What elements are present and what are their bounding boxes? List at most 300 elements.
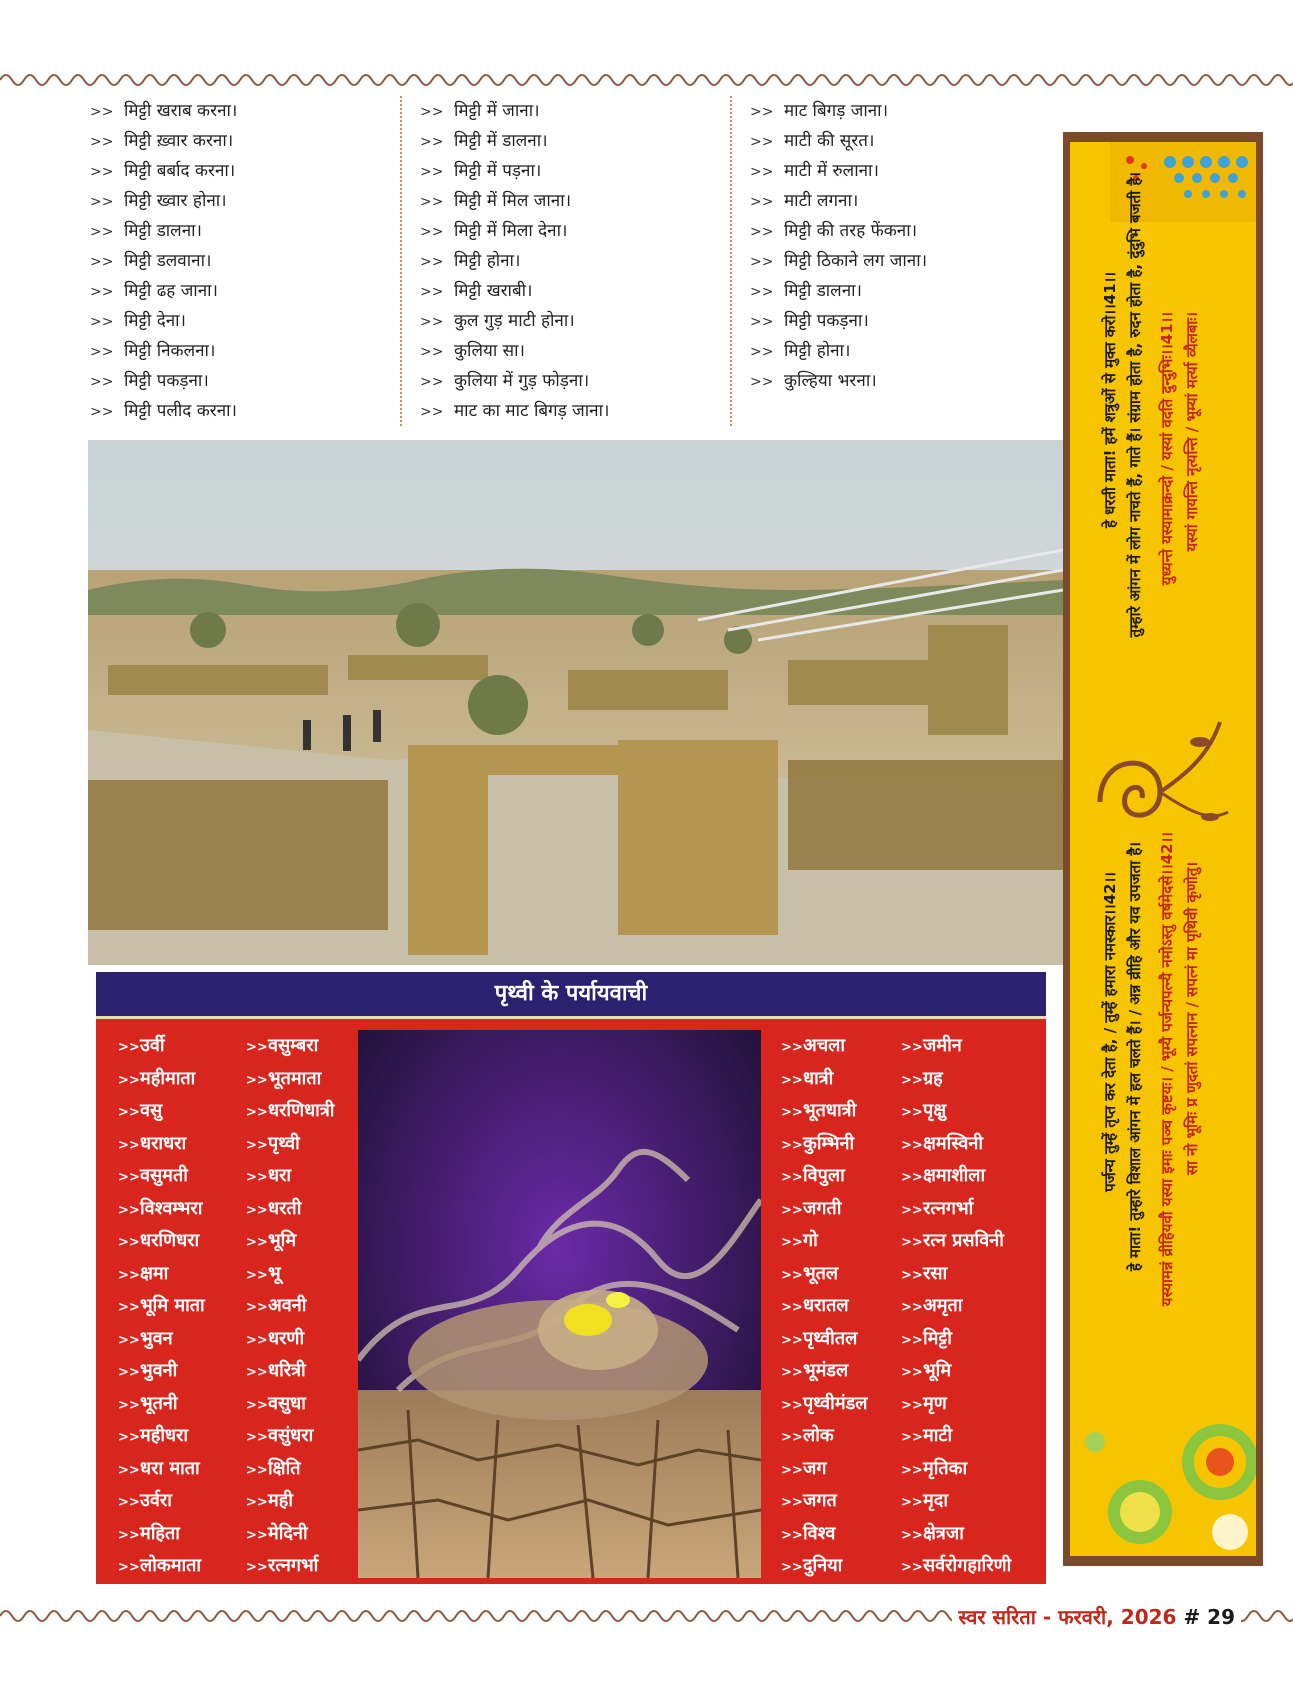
item-text: कुलिया सा। (454, 341, 525, 361)
floral-ornament (1080, 712, 1230, 852)
item-text: मिट्टी में पड़ना। (454, 161, 542, 181)
synonym-item (118, 1225, 205, 1258)
bullet-arrow-icon: >> (901, 1495, 923, 1510)
bullet-arrow-icon: >> (118, 1267, 140, 1283)
item-text: मिट्टी में मिल जाना। (454, 191, 572, 211)
bullet-arrow-icon: >> (750, 314, 774, 330)
bullet-arrow-icon: >> (781, 1267, 803, 1283)
item-text: भुवनी (140, 1360, 178, 1381)
item-text: पृक्षु (923, 1100, 947, 1121)
item-text: धात्री (803, 1067, 834, 1089)
idiom-column-1 (90, 96, 390, 426)
bullet-arrow-icon: >> (901, 1072, 923, 1088)
idiom-item (750, 186, 1050, 216)
item-text: वसुम्बरा (268, 1035, 319, 1056)
item-text: मिट्टी होना। (784, 341, 851, 361)
synonym-item (901, 1420, 1011, 1453)
bullet-arrow-icon: >> (420, 254, 444, 270)
item-text: विपुला (803, 1165, 845, 1186)
bullet-arrow-icon: >> (118, 1397, 140, 1413)
bullet-arrow-icon: >> (420, 164, 444, 180)
bullet-arrow-icon: >> (246, 1040, 268, 1055)
synonym-item (781, 1095, 867, 1128)
item-text: जगती (803, 1197, 842, 1219)
bullet-arrow-icon: >> (781, 1397, 803, 1413)
bullet-arrow-icon: >> (901, 1560, 923, 1575)
bullet-arrow-icon: >> (781, 1300, 803, 1315)
item-text: उर्वरा (140, 1490, 172, 1511)
item-text: जमीन (923, 1035, 962, 1056)
earth-synonyms-panel (96, 972, 1046, 1584)
bullet-arrow-icon: >> (901, 1527, 923, 1543)
bullet-arrow-icon: >> (901, 1170, 923, 1185)
bullet-arrow-icon: >> (118, 1202, 140, 1218)
bullet-arrow-icon: >> (90, 284, 114, 300)
synonym-item (118, 1128, 205, 1161)
idiom-item (750, 276, 1050, 306)
bullet-arrow-icon: >> (781, 1072, 803, 1088)
synonym-item (118, 1160, 205, 1193)
verse-42-sanskrit-2: यस्यामन्नं व्रीहियवौ यस्या इमाः पञ्च कृष्टयः। / भूम्यै पर्जन्यपत्न्यै नमोऽस्तु वर्षमेदसे।।42।। (1158, 832, 1176, 1307)
bullet-arrow-icon: >> (750, 344, 774, 360)
bullet-arrow-icon: >> (781, 1495, 803, 1510)
idiom-item (420, 216, 720, 246)
bullet-arrow-icon: >> (90, 314, 114, 330)
ruined-village-photo (88, 440, 1063, 965)
bullet-arrow-icon: >> (901, 1365, 923, 1380)
item-text: भू (268, 1262, 281, 1284)
bullet-arrow-icon: >> (246, 1170, 268, 1185)
synonym-item (246, 1485, 334, 1518)
item-text: जगत (803, 1490, 837, 1511)
bullet-arrow-icon: >> (118, 1170, 140, 1185)
synonym-item (781, 1388, 867, 1421)
verse-41-meaning-1: तुम्हारे आंगन में लोग नाचते हैं, गाते हैं। संग्राम होता है, रुदन होता है, दुंदुभि बजती है। (1126, 172, 1144, 638)
idiom-item (90, 186, 390, 216)
idiom-item (420, 366, 720, 396)
idiom-item (750, 366, 1050, 396)
synonym-item (118, 1258, 205, 1291)
bullet-arrow-icon: >> (118, 1072, 140, 1088)
item-text: पृथ्वीतल (803, 1327, 858, 1349)
bullet-arrow-icon: >> (246, 1527, 268, 1543)
synonym-item (901, 1160, 1011, 1193)
item-text: धरा माता (140, 1457, 200, 1479)
item-text: मिट्टी खराबी। (454, 281, 533, 301)
item-text: मिट्टी में जाना। (454, 101, 540, 121)
item-text: भूमंडल (803, 1360, 849, 1381)
item-text: भूमि (268, 1230, 297, 1251)
synonym-item (901, 1095, 1011, 1128)
item-text: वसुधा (268, 1392, 306, 1414)
item-text: अमृता (923, 1295, 963, 1316)
synonym-item (118, 1453, 205, 1486)
bullet-arrow-icon: >> (901, 1202, 923, 1218)
magazine-issue: स्वर सरिता - फरवरी, 2026 (958, 1605, 1177, 1629)
item-text: महिता (140, 1522, 180, 1544)
bullet-arrow-icon: >> (420, 314, 444, 330)
idiom-item (750, 126, 1050, 156)
page-footer (952, 1603, 1241, 1630)
bullet-arrow-icon: >> (246, 1397, 268, 1413)
synonym-item (781, 1030, 867, 1063)
bullet-arrow-icon: >> (246, 1560, 268, 1575)
bullet-arrow-icon: >> (781, 1527, 803, 1543)
idiom-item (750, 246, 1050, 276)
item-text: रत्नगर्भा (923, 1197, 974, 1219)
synonym-item (901, 1258, 1011, 1291)
item-text: लोक (803, 1425, 834, 1446)
item-text: महीधरा (140, 1425, 189, 1446)
bullet-arrow-icon: >> (246, 1365, 268, 1380)
item-text: वसु (140, 1100, 163, 1121)
swirl-decoration (1070, 1372, 1256, 1556)
item-text: सर्वरोगहारिणी (923, 1555, 1012, 1576)
synonym-item (781, 1160, 867, 1193)
idiom-item (90, 276, 390, 306)
item-text: माटी (923, 1425, 953, 1446)
bullet-arrow-icon: >> (246, 1430, 268, 1445)
bullet-arrow-icon: >> (90, 224, 114, 240)
synonym-item (781, 1258, 867, 1291)
synonym-item (246, 1323, 334, 1356)
synonym-item (781, 1193, 867, 1226)
idiom-item (420, 306, 720, 336)
bullet-arrow-icon: >> (118, 1365, 140, 1380)
item-text: मृतिका (923, 1457, 968, 1479)
idiom-item (90, 366, 390, 396)
synonym-item (246, 1420, 334, 1453)
item-text: मिट्टी डालना। (124, 221, 202, 241)
item-text: मिट्टी बर्बाद करना। (124, 161, 236, 181)
item-text: ग्रह (923, 1067, 943, 1089)
synonym-item (901, 1518, 1011, 1551)
item-text: रसा (923, 1262, 948, 1284)
bullet-arrow-icon: >> (781, 1462, 803, 1478)
bullet-arrow-icon: >> (118, 1560, 140, 1575)
item-text: रत्नगर्भा (268, 1555, 319, 1576)
bullet-arrow-icon: >> (420, 344, 444, 360)
item-text: मिट्टी पकड़ना। (124, 371, 209, 391)
item-text: माटी लगना। (784, 191, 859, 211)
bullet-arrow-icon: >> (90, 104, 114, 120)
idiom-item (750, 96, 1050, 126)
synonym-item (246, 1225, 334, 1258)
idiom-item (90, 396, 390, 426)
synonym-item (246, 1290, 334, 1323)
bullet-arrow-icon: >> (118, 1462, 140, 1478)
page-number: # 29 (1183, 1605, 1235, 1629)
item-text: जग (803, 1457, 827, 1479)
synonym-item (246, 1193, 334, 1226)
vedic-verse-sidebar (1063, 132, 1263, 1566)
item-text: क्षमा (140, 1262, 169, 1284)
synonym-item (901, 1388, 1011, 1421)
bullet-arrow-icon: >> (246, 1462, 268, 1478)
bullet-arrow-icon: >> (246, 1202, 268, 1218)
item-text: मिट्टी ख़्वार करना। (124, 131, 234, 151)
item-text: रत्न प्रसविनी (923, 1230, 1004, 1251)
idiom-item (90, 336, 390, 366)
bullet-arrow-icon: >> (781, 1332, 803, 1348)
idiom-item (420, 276, 720, 306)
bullet-arrow-icon: >> (901, 1137, 923, 1153)
bullet-arrow-icon: >> (750, 374, 774, 390)
synonym-item (246, 1388, 334, 1421)
synonym-item (781, 1518, 867, 1551)
synonym-column-1 (118, 1030, 205, 1583)
synonym-item (118, 1095, 205, 1128)
bullet-arrow-icon: >> (750, 284, 774, 300)
synonym-item (118, 1388, 205, 1421)
bullet-arrow-icon: >> (118, 1495, 140, 1510)
item-text: मिट्टी ख्वार होना। (124, 191, 227, 211)
synonym-item (781, 1453, 867, 1486)
item-text: मेदिनी (268, 1522, 308, 1544)
bullet-arrow-icon: >> (420, 224, 444, 240)
synonym-item (781, 1225, 867, 1258)
bullet-arrow-icon: >> (118, 1527, 140, 1543)
item-text: धरा (268, 1165, 292, 1186)
item-text: धराधरा (140, 1132, 187, 1154)
bullet-arrow-icon: >> (781, 1365, 803, 1380)
idiom-item (420, 186, 720, 216)
synonym-item (781, 1290, 867, 1323)
synonym-item (901, 1550, 1011, 1583)
verse-41-meaning-2: हे धरती माता! हमें शत्रुओं से मुक्त करो।।41।। (1101, 272, 1119, 529)
synonym-item (118, 1485, 205, 1518)
bullet-arrow-icon: >> (90, 164, 114, 180)
bullet-arrow-icon: >> (901, 1267, 923, 1283)
idiom-column-2 (420, 96, 720, 426)
item-text: भूतनी (140, 1392, 178, 1414)
item-text: पृथ्वीमंडल (803, 1392, 868, 1414)
bullet-arrow-icon: >> (118, 1235, 140, 1250)
synonym-item (781, 1128, 867, 1161)
synonym-column-3 (781, 1030, 867, 1583)
idiom-item (420, 96, 720, 126)
synonyms-header (96, 972, 1046, 1019)
idiom-item (420, 336, 720, 366)
bullet-arrow-icon: >> (420, 404, 444, 420)
bullet-arrow-icon: >> (118, 1430, 140, 1445)
bullet-arrow-icon: >> (246, 1300, 268, 1315)
item-text: मिट्टी खराब करना। (124, 101, 238, 121)
synonym-column-4 (901, 1030, 1011, 1583)
idiom-item (420, 246, 720, 276)
item-text: मिट्टी डलवाना। (124, 251, 212, 271)
item-text: धरित्री (268, 1360, 306, 1381)
item-text: मिट्टी ठिकाने लग जाना। (784, 251, 928, 271)
item-text: मिट्टी पकड़ना। (784, 311, 869, 331)
item-text: माटी में रुलाना। (784, 161, 879, 181)
idiom-item (90, 126, 390, 156)
idiom-item (90, 156, 390, 186)
item-text: क्षेत्रजा (923, 1522, 964, 1544)
bullet-arrow-icon: >> (90, 134, 114, 150)
synonym-item (781, 1355, 867, 1388)
item-text: धरणिधरा (140, 1230, 200, 1251)
item-text: मिट्टी की तरह फेंकना। (784, 221, 918, 241)
item-text: मिट्टी ढह जाना। (124, 281, 218, 301)
item-text: दुनिया (803, 1555, 843, 1576)
bullet-arrow-icon: >> (246, 1332, 268, 1348)
synonym-item (246, 1550, 334, 1583)
bullet-arrow-icon: >> (118, 1040, 140, 1055)
item-text: भूमि माता (140, 1295, 205, 1316)
verse-41-sanskrit-2: युध्यन्ते यस्यामाक्रन्दो / यस्यां वदति दुन्दुभिः।।41।। (1158, 312, 1176, 586)
bullet-arrow-icon: >> (118, 1332, 140, 1348)
synonym-item (246, 1258, 334, 1291)
item-text: क्षमाशीला (923, 1165, 986, 1186)
bullet-arrow-icon: >> (750, 134, 774, 150)
column-divider (730, 96, 732, 426)
synonym-item (901, 1030, 1011, 1063)
bullet-arrow-icon: >> (118, 1137, 140, 1153)
item-text: मिट्टी (923, 1327, 952, 1349)
bullet-arrow-icon: >> (901, 1462, 923, 1478)
synonym-item (246, 1128, 334, 1161)
synonym-column-2 (246, 1030, 334, 1583)
synonym-item (901, 1453, 1011, 1486)
synonym-item (901, 1128, 1011, 1161)
bullet-arrow-icon: >> (901, 1397, 923, 1413)
verse-42-sanskrit-1: सा नो भूमिः प्र णुदतां सपत्नान / सपत्नं मा पृथिवी कृणोतु। (1183, 862, 1201, 1176)
item-text: कुम्भिनी (803, 1132, 855, 1154)
synonym-item (118, 1063, 205, 1096)
item-text: धरणी (268, 1327, 305, 1349)
item-text: भूमि (923, 1360, 952, 1381)
bullet-arrow-icon: >> (90, 404, 114, 420)
bullet-arrow-icon: >> (118, 1105, 140, 1120)
bullet-arrow-icon: >> (781, 1170, 803, 1185)
item-text: मही (268, 1490, 293, 1511)
bullet-arrow-icon: >> (750, 224, 774, 240)
idiom-item (750, 216, 1050, 246)
bullet-arrow-icon: >> (901, 1235, 923, 1250)
item-text: माट बिगड़ जाना। (784, 101, 889, 121)
bullet-arrow-icon: >> (781, 1105, 803, 1120)
item-text: महीमाता (140, 1067, 196, 1089)
synonym-item (118, 1550, 205, 1583)
idiom-item (90, 306, 390, 336)
synonym-item (118, 1420, 205, 1453)
idiom-item (90, 96, 390, 126)
bullet-arrow-icon: >> (750, 254, 774, 270)
top-wavy-border (0, 68, 1293, 92)
synonym-item (901, 1063, 1011, 1096)
item-text: भूतल (803, 1262, 839, 1284)
bullet-arrow-icon: >> (781, 1430, 803, 1445)
bullet-arrow-icon: >> (750, 164, 774, 180)
synonym-item (246, 1063, 334, 1096)
idiom-item (90, 216, 390, 246)
dust-storm-image (358, 1030, 761, 1578)
verse-42-meaning-2: पर्जन्य तुम्हें तृप्त कर देता है, / तुम्हें हमारा नमस्कार।।42।। (1101, 872, 1119, 1192)
synonym-item (118, 1323, 205, 1356)
bullet-arrow-icon: >> (118, 1300, 140, 1315)
synonym-item (118, 1193, 205, 1226)
item-text: मिट्टी में डालना। (454, 131, 548, 151)
bullet-arrow-icon: >> (90, 194, 114, 210)
bullet-arrow-icon: >> (420, 104, 444, 120)
synonym-item (118, 1290, 205, 1323)
bullet-arrow-icon: >> (246, 1072, 268, 1088)
bullet-arrow-icon: >> (90, 254, 114, 270)
synonym-item (246, 1518, 334, 1551)
bullet-arrow-icon: >> (901, 1105, 923, 1120)
synonym-item (246, 1095, 334, 1128)
item-text: धरातल (803, 1295, 849, 1316)
idiom-column-3 (750, 96, 1050, 396)
bullet-arrow-icon: >> (246, 1267, 268, 1283)
item-text: माट का माट बिगड़ जाना। (454, 401, 610, 421)
verse-42-meaning-1: हे माता! तुम्हारे विशाल आंगन में हल चलते हैं। / अन्न व्रीहि और यव उपजता है। (1126, 842, 1144, 1272)
synonym-item (118, 1030, 205, 1063)
bullet-arrow-icon: >> (901, 1332, 923, 1348)
idiom-item (750, 156, 1050, 186)
item-text: मिट्टी पलीद करना। (124, 401, 237, 421)
synonym-item (901, 1355, 1011, 1388)
bullet-arrow-icon: >> (420, 374, 444, 390)
synonym-item (246, 1355, 334, 1388)
bullet-arrow-icon: >> (246, 1495, 268, 1510)
bullet-arrow-icon: >> (246, 1235, 268, 1250)
idiom-item (420, 396, 720, 426)
item-text: लोकमाता (140, 1555, 202, 1576)
bullet-arrow-icon: >> (781, 1560, 803, 1575)
item-text: कुल्हिया भरना। (784, 371, 877, 391)
bullet-arrow-icon: >> (901, 1040, 923, 1055)
bullet-arrow-icon: >> (781, 1040, 803, 1055)
synonym-item (781, 1485, 867, 1518)
item-text: कुल गुड़ माटी होना। (454, 311, 575, 331)
item-text: मिट्टी में मिला देना। (454, 221, 568, 241)
item-text: मिट्टी निकलना। (124, 341, 216, 361)
synonym-item (781, 1420, 867, 1453)
synonym-item (781, 1063, 867, 1096)
item-text: अवनी (268, 1295, 307, 1316)
item-text: मिट्टी डालना। (784, 281, 862, 301)
item-text: धरणिधात्री (268, 1100, 335, 1121)
synonym-item (781, 1323, 867, 1356)
item-text: भूतमाता (268, 1067, 322, 1089)
idiom-item (90, 246, 390, 276)
item-text: अचला (803, 1035, 846, 1056)
verse-41-sanskrit-1: यस्यां गायन्ति नृत्यन्ति / भूम्यां मर्त्या व्यैलबाः। (1183, 312, 1201, 552)
synonym-item (901, 1225, 1011, 1258)
item-text: मिट्टी देना। (124, 311, 186, 331)
item-text: वसुमती (140, 1165, 188, 1186)
item-text: पृथ्वी (268, 1132, 300, 1154)
bullet-arrow-icon: >> (750, 104, 774, 120)
synonym-item (901, 1290, 1011, 1323)
bullet-arrow-icon: >> (901, 1430, 923, 1445)
item-text: भुवन (140, 1327, 173, 1349)
bullet-arrow-icon: >> (781, 1202, 803, 1218)
item-text: भूतधात्री (803, 1100, 857, 1121)
item-text: मृदा (923, 1490, 948, 1511)
synonym-item (246, 1030, 334, 1063)
item-text: क्षिति (268, 1457, 301, 1479)
idiom-item (420, 126, 720, 156)
item-text: वसुंधरा (268, 1425, 314, 1446)
synonym-item (246, 1160, 334, 1193)
item-text: गो (803, 1230, 818, 1251)
bullet-arrow-icon: >> (246, 1137, 268, 1153)
idiom-item (750, 306, 1050, 336)
item-text: कुलिया में गुड़ फोड़ना। (454, 371, 590, 391)
